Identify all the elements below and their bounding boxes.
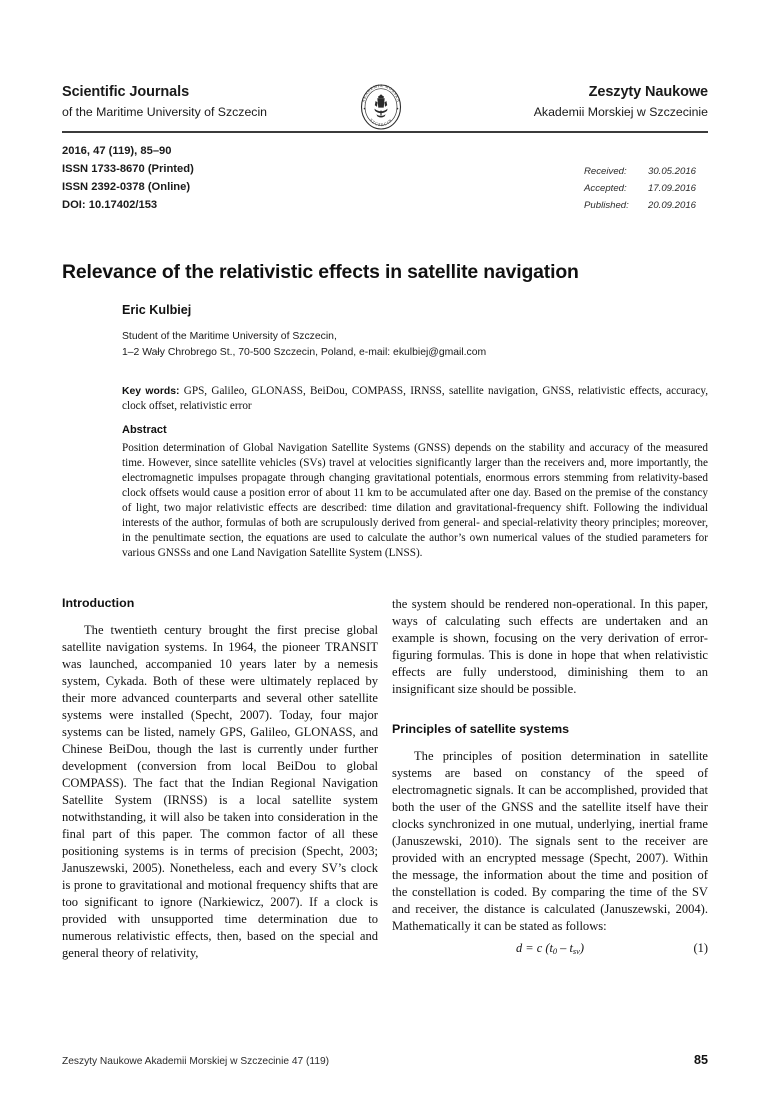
body-column-left bbox=[62, 596, 378, 962]
publication-dates bbox=[584, 163, 708, 214]
published-value: 20.09.2016 bbox=[648, 200, 697, 212]
footer-page-number: 85 bbox=[693, 1053, 708, 1067]
equation-1 bbox=[392, 941, 708, 956]
page-title: Relevance of the relativistic effects in satellite navigation bbox=[62, 260, 579, 283]
journal-subtitle-pl: Akademii Morskiej w Szczecinie bbox=[533, 105, 708, 119]
accepted-value: 17.09.2016 bbox=[648, 183, 697, 195]
journal-title-en: Scientific Journals bbox=[62, 84, 190, 100]
accepted-label: Accepted: bbox=[584, 183, 627, 195]
footer-journal-reference: Zeszyty Naukowe Akademii Morskiej w Szczecinie 47 (119) bbox=[62, 1056, 330, 1067]
abstract-text: Position determination of Global Navigation Satellite Systems (GNSS) depends on the stability and accuracy of the measured time. However, since satellite vehicles (SVs) travel at velocities significantly larger than the receivers and, more importantly, the electromagnetic impulses propagate through changing gravitational potentials, enormous errors stemming from relativity-based clock offsets would cause a position error of about 11 km to be accumulated after one day. Based on the premise of the constancy of light, two major relativistic effects are described: time dilation and gravitational-frequency shift. Following the individual interests of the author, formulas of both are scrupulously derived from general- and special-relativity theory principles; moreover, in the penultimate section, the equations are used to calculate the author’s own numerical values of the studied parameters for various GNSSs and one Land Navigation Satellite System (LNSS). bbox=[122, 442, 708, 560]
journal-subtitle-en: of the Maritime University of Szczecin bbox=[62, 105, 268, 119]
date-row-received bbox=[584, 163, 708, 180]
svg-text:AKADEMIA MORSKA: AKADEMIA MORSKA bbox=[360, 82, 402, 103]
issn-online: ISSN 2392-0378 (Online) bbox=[62, 181, 191, 194]
issn-printed: ISSN 1733-8670 (Printed) bbox=[62, 163, 194, 176]
body-column-right bbox=[392, 596, 708, 956]
masthead-right bbox=[534, 82, 708, 121]
paragraph-introduction-continued: the system should be rendered non-operational. In this paper, ways of calculating such effects are undertaken and an example is shown, focusing on the very derivation of error-figuring formulas. This is done in hope that when relativistic effects are fully understood, diminishing them to an insignificant size should be possible. bbox=[392, 597, 708, 696]
date-row-published bbox=[584, 197, 708, 214]
masthead-divider bbox=[62, 131, 708, 133]
keywords-list: GPS, Galileo, GLONASS, BeiDou, COMPASS, IRNSS, satellite navigation, GNSS, relativistic effects, accuracy, clock offset, relativistic error bbox=[122, 385, 708, 412]
maritime-university-seal-icon bbox=[356, 80, 406, 132]
received-label: Received: bbox=[584, 166, 627, 177]
svg-text:SZCZECIN: SZCZECIN bbox=[368, 117, 394, 128]
abstract-heading: Abstract bbox=[122, 424, 167, 436]
author-name: Eric Kulbiej bbox=[122, 303, 192, 317]
equation-1-number: (1) bbox=[693, 941, 708, 955]
doi: DOI: 10.17402/153 bbox=[62, 199, 158, 212]
author-affiliation-line1: Student of the Maritime University of Szczecin, bbox=[122, 331, 337, 342]
author-affiliation bbox=[122, 329, 682, 361]
author-affiliation-line2: 1–2 Wały Chrobrego St., 70-500 Szczecin, Poland, e-mail: ekulbiej@gmail.com bbox=[122, 347, 487, 359]
keywords-label: Key words: bbox=[122, 386, 180, 397]
paragraph-introduction-1: The twentieth century brought the first precise global satellite navigation systems. In 1964, the pioneer TRANSIT was launched, accompanied 10 years later by a nemesis system, Cykada. Both of these were ultimately replaced by their more advanced counterparts and several other satellite systems were installed (Specht, 2007). Today, four major systems can be listed, namely GPS, Galileo, GLONASS, and Chinese BeiDou, though the last is currently under further development (conversion from local BeiDou to global COMPASS). The fact that the Indian Regional Navigation Satellite System (IRNSS) is a local satellite system notwithstanding, it will also be taken into consideration in the final part of this paper. The common factor of all these positioning systems is in terms of precision (Specht, 2003; Januszewski, 2005). Nonetheless, each and every SV’s clock is prone to gravitational and motional frequency shifts that are too significant to ignore (Narkiewicz, 2007). If a clock is provided with unsupported time determination due to numerous relativistic effects, then, based on the special and general theory of relativity, bbox=[62, 623, 378, 960]
published-label: Published: bbox=[584, 200, 629, 212]
issue-volume-pages: 2016, 47 (119), 85–90 bbox=[62, 145, 172, 157]
paragraph-principles-1: The principles of position determination in satellite systems are based on constancy of the speed of electromagnetic signals. It can be accomplished, provided that both the user of the GNSS and the satellite itself have their clocks synchronized in one mutual, underlying, inertial frame (Januszewski, 2010). The signals sent to the receiver are provided with an encrypted message (Specht, 2007). Within the message, the information about the time and position of the constellation is coded. By comparing the time of the SV and receiver, the distance is calculated (Januszewski, 2004). Mathematically it can be stated as follows: bbox=[392, 749, 708, 933]
date-row-accepted bbox=[584, 180, 708, 197]
section-heading-principles: Principles of satellite systems bbox=[392, 722, 569, 736]
masthead-left bbox=[62, 82, 267, 121]
keywords bbox=[122, 384, 708, 414]
equation-1-expression: d = c $(t_0 - t_{sv})$ bbox=[515, 941, 585, 956]
issue-info bbox=[62, 142, 194, 215]
received-value: 30.05.2016 bbox=[648, 166, 697, 177]
section-heading-introduction: Introduction bbox=[62, 596, 135, 610]
journal-title-pl: Zeszyty Naukowe bbox=[588, 84, 708, 100]
page-footer bbox=[62, 1053, 708, 1067]
